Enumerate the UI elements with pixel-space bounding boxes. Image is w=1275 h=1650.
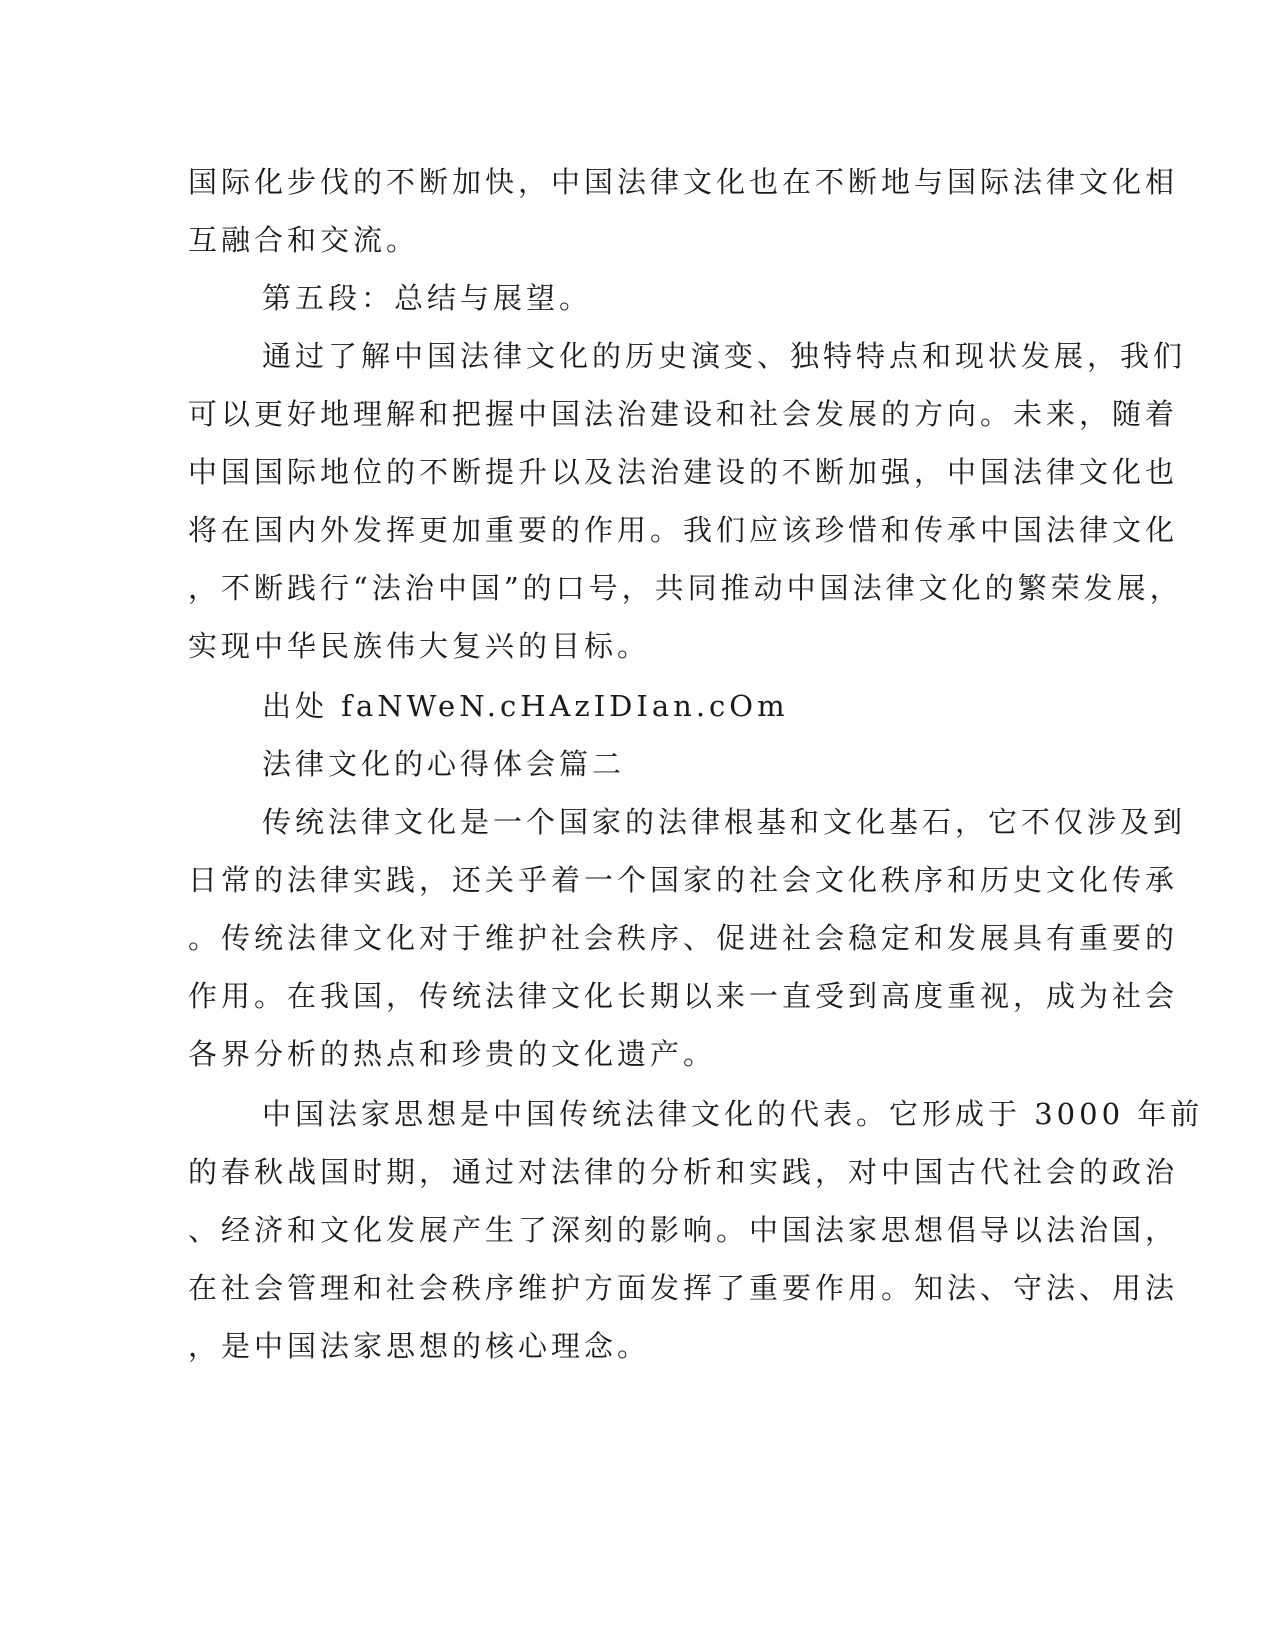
paragraph-line: 实现中华民族伟大复兴的目标。 [188, 629, 651, 663]
paragraph-line: 作用。在我国，传统法律文化长期以来一直受到高度重视，成为社会 [188, 979, 1179, 1013]
article-heading: 法律文化的心得体会篇二 [262, 747, 626, 781]
paragraph-line: ，不断践行“法治中国”的口号，共同推动中国法律文化的繁荣发展， [188, 571, 1183, 605]
paragraph-line: 、经济和文化发展产生了深刻的影响。中国法家思想倡导以法治国， [188, 1213, 1179, 1247]
paragraph-line: 中国法家思想是中国传统法律文化的代表。它形成于 3000 年前 [262, 1097, 1204, 1131]
paragraph-line: 在社会管理和社会秩序维护方面发挥了重要作用。知法、守法、用法 [188, 1271, 1179, 1305]
paragraph-line: 可以更好地理解和把握中国法治建设和社会发展的方向。未来，随着 [188, 397, 1179, 431]
paragraph-line: 通过了解中国法律文化的历史演变、独特特点和现状发展，我们 [262, 339, 1187, 373]
paragraph-line: 。传统法律文化对于维护社会秩序、促进社会稳定和发展具有重要的 [188, 921, 1179, 955]
paragraph-line: 的春秋战国时期，通过对法律的分析和实践，对中国古代社会的政治 [188, 1155, 1179, 1189]
paragraph-line: ，是中国法家思想的核心理念。 [188, 1329, 651, 1363]
paragraph-line: 传统法律文化是一个国家的法律根基和文化基石，它不仅涉及到 [262, 805, 1187, 839]
paragraph-line: 各界分析的热点和珍贵的文化遗产。 [188, 1037, 717, 1071]
paragraph-line: 日常的法律实践，还关乎着一个国家的社会文化秩序和历史文化传承 [188, 863, 1179, 897]
paragraph-line: 中国国际地位的不断提升以及法治建设的不断加强，中国法律文化也 [188, 455, 1179, 489]
paragraph-line: 国际化步伐的不断加快，中国法律文化也在不断地与国际法律文化相 [188, 165, 1179, 199]
section-heading: 第五段：总结与展望。 [262, 281, 593, 315]
paragraph-line: 互融合和交流。 [188, 223, 420, 257]
paragraph-line: 将在国内外发挥更加重要的作用。我们应该珍惜和传承中国法律文化 [188, 513, 1179, 547]
source-line: 出处 faNWeN.cHAzIDIan.cOm [262, 689, 789, 723]
